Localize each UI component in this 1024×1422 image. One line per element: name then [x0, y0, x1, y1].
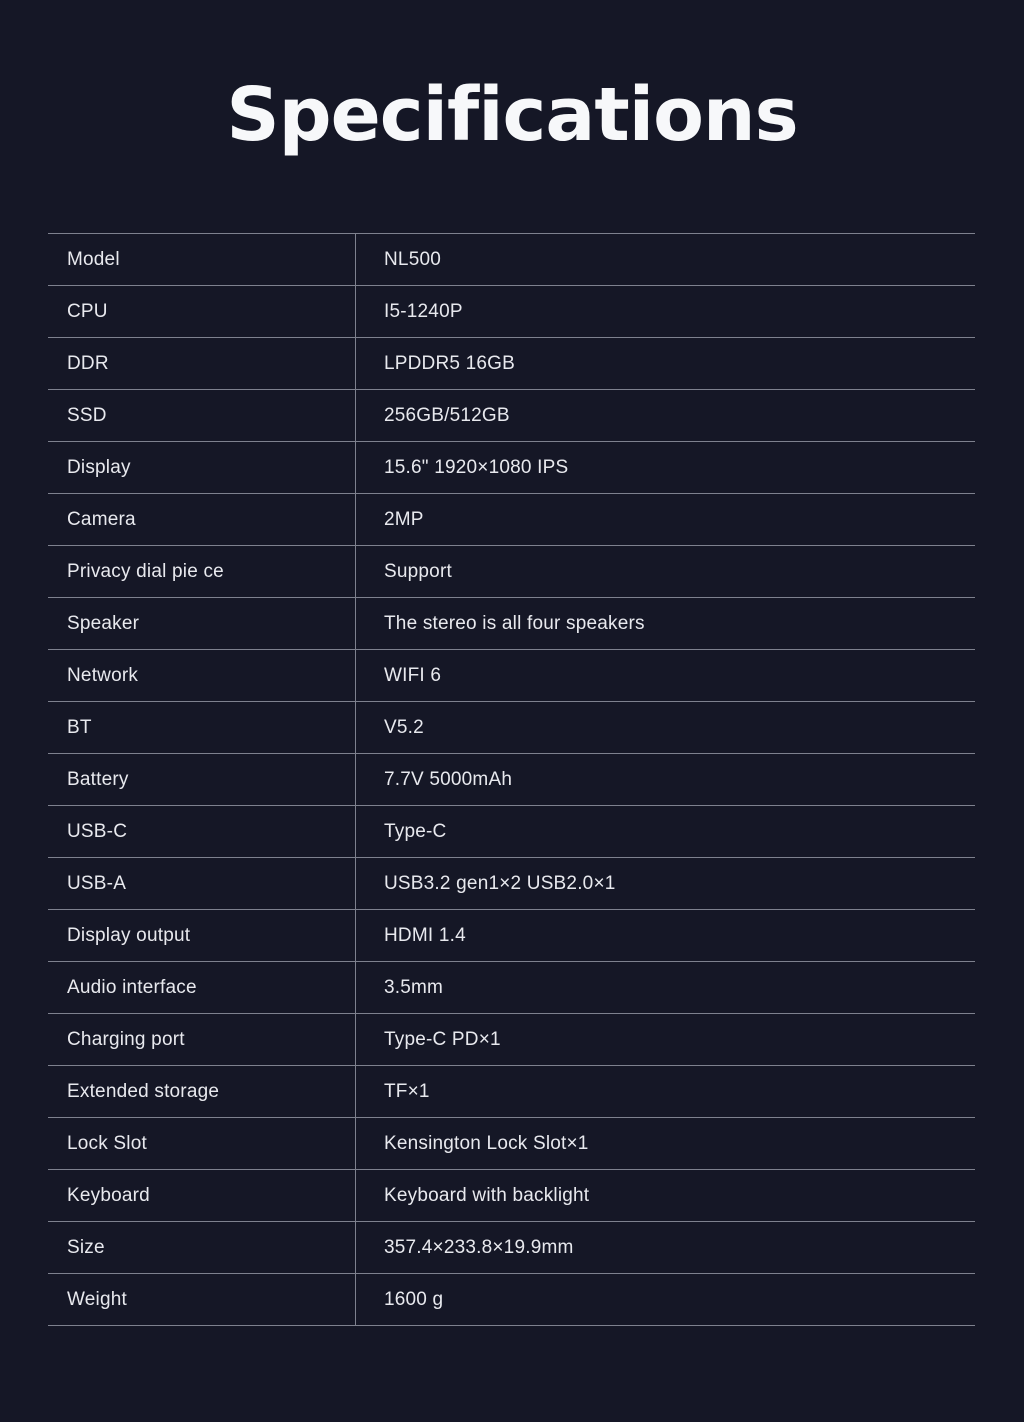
- table-row: [48, 702, 975, 754]
- spec-value: 256GB/512GB: [384, 404, 510, 426]
- table-row: [48, 1274, 975, 1326]
- spec-label: Battery: [48, 754, 356, 805]
- spec-value: Support: [384, 560, 452, 582]
- spec-value: LPDDR5 16GB: [384, 352, 516, 374]
- table-row: [48, 494, 975, 546]
- spec-value: Type-C: [384, 820, 447, 842]
- spec-value: NL500: [384, 248, 441, 270]
- spec-value: Type-C PD×1: [384, 1028, 501, 1050]
- spec-label: Weight: [48, 1274, 356, 1325]
- spec-value: I5-1240P: [384, 300, 463, 322]
- spec-label: Model: [48, 234, 356, 285]
- spec-value: WIFI 6: [384, 664, 442, 686]
- table-row: [48, 390, 975, 442]
- table-row: [48, 546, 975, 598]
- table-row: [48, 442, 975, 494]
- table-row: [48, 962, 975, 1014]
- spec-label: Size: [48, 1222, 356, 1273]
- spec-label: DDR: [48, 338, 356, 389]
- spec-label: Network: [48, 650, 356, 701]
- table-row: [48, 650, 975, 702]
- table-row: [48, 234, 975, 286]
- spec-value: The stereo is all four speakers: [384, 612, 645, 634]
- spec-label: USB-A: [48, 858, 356, 909]
- spec-label: Display output: [48, 910, 356, 961]
- table-row: [48, 858, 975, 910]
- spec-value: HDMI 1.4: [384, 924, 466, 946]
- spec-label: USB-C: [48, 806, 356, 857]
- table-row: [48, 1014, 975, 1066]
- table-row: [48, 1066, 975, 1118]
- table-row: [48, 806, 975, 858]
- spec-label: Display: [48, 442, 356, 493]
- spec-label: Keyboard: [48, 1170, 356, 1221]
- spec-label: CPU: [48, 286, 356, 337]
- table-row: [48, 598, 975, 650]
- spec-value: 1600 g: [384, 1288, 444, 1310]
- spec-value: Keyboard with backlight: [384, 1184, 590, 1206]
- table-row: [48, 338, 975, 390]
- spec-value: USB3.2 gen1×2 USB2.0×1: [384, 872, 616, 894]
- spec-label: Speaker: [48, 598, 356, 649]
- spec-label: Lock Slot: [48, 1118, 356, 1169]
- page-title: Specifications: [226, 72, 798, 158]
- table-row: [48, 910, 975, 962]
- spec-label: Audio interface: [48, 962, 356, 1013]
- table-row: [48, 1118, 975, 1170]
- spec-label: BT: [48, 702, 356, 753]
- spec-value: Kensington Lock Slot×1: [384, 1132, 589, 1154]
- table-row: [48, 754, 975, 806]
- spec-label: Privacy dial pie ce: [48, 546, 356, 597]
- spec-value: 7.7V 5000mAh: [384, 768, 513, 790]
- spec-table: [48, 233, 975, 1326]
- table-row: [48, 1170, 975, 1222]
- spec-label: Charging port: [48, 1014, 356, 1065]
- spec-label: Camera: [48, 494, 356, 545]
- table-row: [48, 1222, 975, 1274]
- table-row: [48, 286, 975, 338]
- spec-label: Extended storage: [48, 1066, 356, 1117]
- spec-label: SSD: [48, 390, 356, 441]
- spec-value: 2MP: [384, 508, 424, 530]
- spec-value: TF×1: [384, 1080, 430, 1102]
- spec-value: 357.4×233.8×19.9mm: [384, 1236, 574, 1258]
- spec-value: 15.6" 1920×1080 IPS: [384, 456, 569, 478]
- spec-value: 3.5mm: [384, 976, 444, 998]
- spec-value: V5.2: [384, 716, 424, 738]
